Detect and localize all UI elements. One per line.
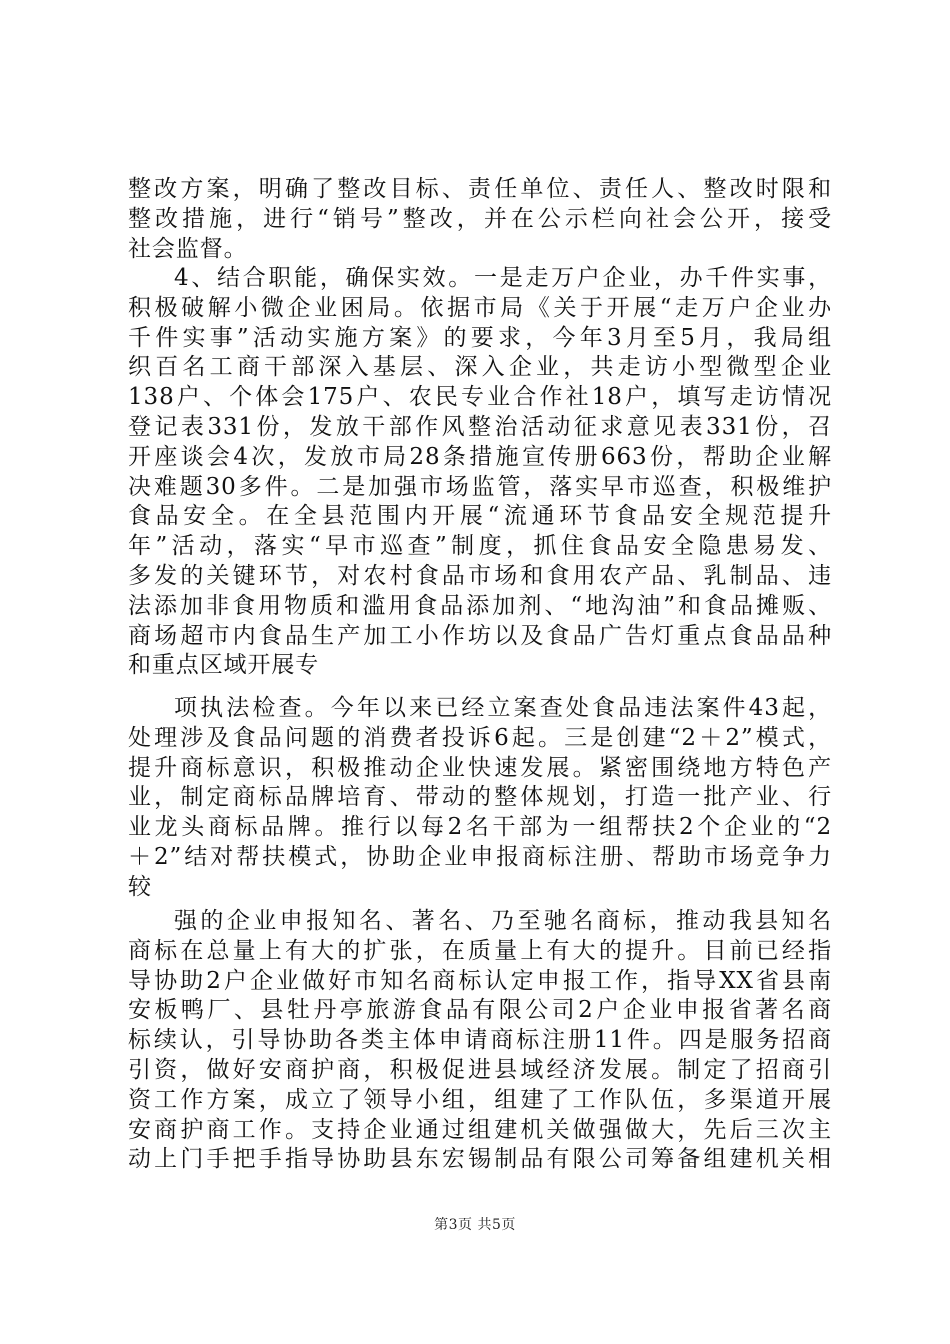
- text-line: 年”活动，落实“早市巡查”制度，抓住食品安全隐患易发、: [128, 533, 832, 560]
- text-line: 138户、个体会175户、农民专业合作社18户，填写走访情况: [128, 384, 832, 411]
- text-line: 标续认，引导协助各类主体申请商标注册11件。四是服务招商: [128, 1027, 832, 1054]
- paragraph-food-enforcement: [128, 694, 832, 903]
- text-line: 项执法检查。今年以来已经立案查处食品违法案件43起，: [174, 695, 832, 721]
- text-line: 多发的关键环节，对农村食品市场和食用农产品、乳制品、违: [128, 562, 832, 589]
- text-line: 织百名工商干部深入基层、深入企业，共走访小型微型企业: [128, 354, 832, 381]
- text-line: 导协助2户企业做好市知名商标认定申报工作，指导XX省县南: [128, 967, 832, 994]
- text-line: 引资，做好安商护商，积极促进县域经济发展。制定了招商引: [128, 1056, 832, 1083]
- text-line: 决难题30多件。二是加强市场监管，落实早市巡查，积极维护: [128, 473, 832, 500]
- text-line: 商场超市内食品生产加工小作坊以及食品广告灯重点食品品种: [128, 622, 832, 649]
- paragraph-trademark: [128, 907, 832, 1175]
- page-number: 第3页 共5页: [434, 1217, 516, 1233]
- text-line: 处理涉及食品问题的消费者投诉6起。三是创建“2＋2”模式，: [128, 724, 832, 751]
- text-line: 法添加非食用物质和滥用食品添加剂、“地沟油”和食品摊贩、: [128, 592, 832, 619]
- text-line: 整改措施，进行“销号”整改，并在公示栏向社会公开，接受: [128, 205, 832, 232]
- text-line: 业，制定商标品牌培育、带动的整体规划，打造一批产业、行: [128, 784, 832, 811]
- text-line: 和重点区域开展专: [128, 652, 320, 679]
- text-line: 安商护商工作。支持企业通过组建机关做强做大，先后三次主: [128, 1116, 832, 1143]
- text-line: ＋2”结对帮扶模式，协助企业申报商标注册、帮助市场竞争力: [128, 843, 832, 870]
- page-footer: [0, 1214, 950, 1234]
- text-line: 登记表331份，发放干部作风整治活动征求意见表331份，召: [128, 413, 832, 440]
- text-line: 安板鸭厂、县牡丹亭旅游食品有限公司2户企业申报省著名商: [128, 997, 832, 1024]
- text-line: 整改方案，明确了整改目标、责任单位、责任人、整改时限和: [128, 176, 832, 202]
- text-line: 强的企业申报知名、著名、乃至驰名商标，推动我县知名: [174, 908, 832, 934]
- text-line: 开座谈会4次，发放市局28条措施宣传册663份，帮助企业解: [128, 443, 832, 470]
- text-line: 动上门手把手指导协助县东宏锡制品有限公司筹备组建机关相: [128, 1146, 832, 1173]
- text-line: 商标在总量上有大的扩张，在质量上有大的提升。目前已经指: [128, 937, 832, 964]
- text-line: 食品安全。在全县范围内开展“流通环节食品安全规范提升: [128, 503, 832, 530]
- paragraph-rectification-plan: [128, 175, 832, 264]
- text-line: 业龙头商标品牌。推行以每2名干部为一组帮扶2个企业的“2: [128, 814, 832, 841]
- text-line: 较: [128, 873, 152, 900]
- paragraph-section-4: [128, 264, 832, 681]
- text-line: 积极破解小微企业困局。依据市局《关于开展“走万户企业办: [128, 294, 832, 321]
- text-line: 提升商标意识，积极推动企业快速发展。紧密围绕地方特色产: [128, 754, 832, 781]
- text-line: 社会监督。: [128, 235, 248, 262]
- text-line: 资工作方案，成立了领导小组，组建了工作队伍，多渠道开展: [128, 1086, 832, 1113]
- text-line: 4、结合职能，确保实效。一是走万户企业，办千件实事，: [174, 265, 832, 291]
- text-line: 千件实事”活动实施方案》的要求，今年3月至5月，我局组: [128, 324, 832, 351]
